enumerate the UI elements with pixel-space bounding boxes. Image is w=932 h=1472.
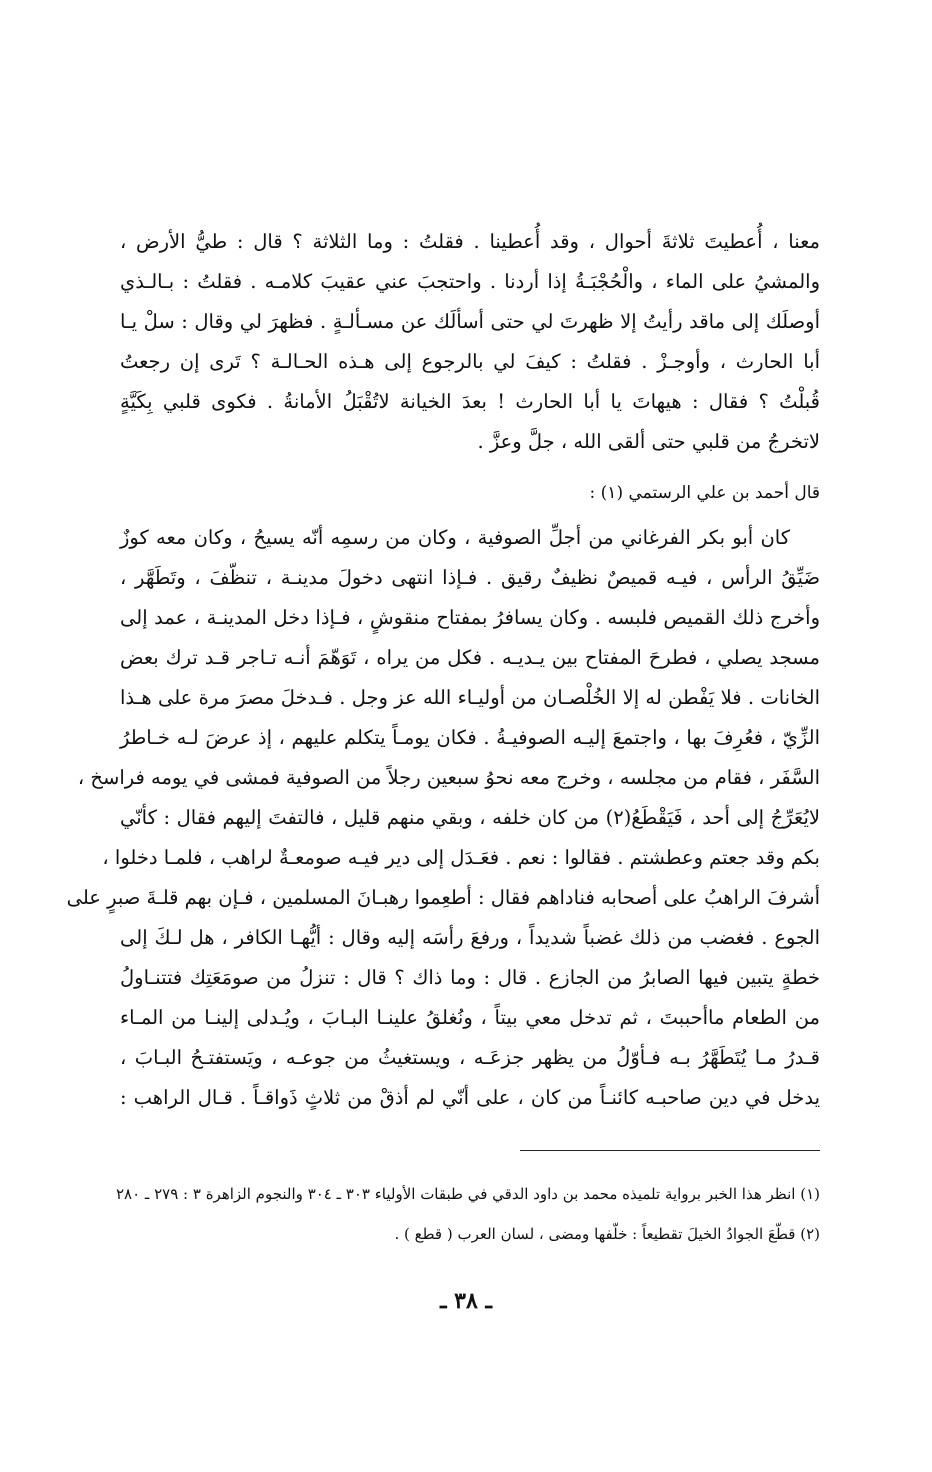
page-number: ـ ٣٨ ـ — [440, 1288, 492, 1314]
text-line: ضَيِّقُ الرأس ، فيـه قميصٌ نظيفٌ رقيق . فـإذا انتهى دخولَ مدينـة ، تنظّفَ ، وتَطَهَّر ، — [120, 566, 820, 589]
text-line: خطةٍ يتبين فيها الصابرُ من الجازع . قال : وما ذاك ؟ قال : تنزلُ من صومَعَتِك فتتنـاولُ — [120, 966, 820, 989]
text-line: قـدرُ مـا يُتَطَهَّرُ بـه فـأوّلُ من يظهر جزعَـه ، ويستغيثُ من جوعـه ، ويَستفتـحُ البـابَ ، — [120, 1046, 820, 1069]
text-line: الجوع . فغضب من ذلك غضباً شديداً ، ورفعَ رأسَه إليه وقال : أيُّهـا الكافر ، هل لـكَ إلى — [120, 926, 820, 949]
text-line: الخانات . فلا يَفْطن له إلا الخُلْصـان من أوليـاء الله عز وجل . فـدخلَ مصرَ مرة على هـذا — [120, 686, 820, 709]
text-line: بكم وقد جعتم وعطشتم . فقالوا : نعم . فعَـدَل إلى دير فيـه صومعـةٌ لراهب ، فلمـا دخلوا ، — [102, 846, 820, 869]
paragraph-1 — [120, 222, 820, 462]
text-line: لاتخرجُ من قلبي حتى ألقى الله ، جلَّ وعزَّ . — [477, 430, 820, 453]
text-line: يدخل في دين صاحبـه كائنـاً من كان ، على أنّي لم أذقْ من ثلاثٍ ذَواقـاً . قـال الراهب : — [120, 1086, 820, 1109]
text-line: لايُعَرِّجُ إلى أحد ، فَيَقْطَعُ(٢) من كان خلفه ، وبقي منهم قليل ، فالتفتَ إليهم فقال : كأنّي — [120, 806, 820, 829]
footnote-2: (٢) قطّعَ الجوادُ الخيلَ تقطيعاً : خلّفها ومضى ، لسان العرب ( قطع ) . — [394, 1225, 820, 1243]
text-line: قُبلْتُ ؟ فقال : هيهاتَ يا أبا الحارث ! بعدَ الخيانة لاتُقْبَلُ الأمانةُ . فكوى قلبي بِكَيَّةٍ — [120, 390, 820, 413]
text-line: السَّفَر ، فقام من مجلسه ، وخرج معه نحوُ سبعين رجلاً من الصوفية فمشى في يومه فراسخ ، — [77, 766, 820, 789]
text-line: مسجد يصلي ، فطرحَ المفتاح بين يـديـه . فكل من يراه ، تَوَهّمَ أنـه تـاجر قـد ترك بعض — [120, 646, 820, 669]
text-line: والمشيُ على الماء ، والْحُجْبَـةُ إذا أردنا . واحتجبَ عني عقيبَ كلامـه . فقلتُ : بـالـذي — [120, 270, 820, 293]
text-line: أبا الحارث ، وأوجـزْ . فقلتُ : كيفَ لي بالرجوع إلى هـذه الحـالـة ؟ تَرى إن رجعتُ — [120, 350, 820, 373]
text-line: أوصلَك إلى ماقد رأيتُ إلا ظهرتَ لي حتى أسألَك عن مسـألـةٍ . فظهرَ لي وقال : سلْ يـا — [120, 310, 820, 333]
footnote-1: (١) انظر هذا الخبر برواية تلميذه محمد بن داود الدقي في طبقات الأولياء ٣٠٣ ـ ٣٠٤ والنجوم الزاهرة ٣ : ٢٧٩ ـ ٢٨٠ — [115, 1185, 820, 1203]
text-line: من الطعام ماأحببتَ ، ثم تدخل معي بيتاً ، ونُغلقُ علينـا البـابَ ، ويُـدلى إلينـا من المـاء — [120, 1006, 820, 1029]
text-line: كان أبو بكر الفرغاني من أجلِّ الصوفية ، وكان من رسمِه أنّه يسيحُ ، وكان معه كوزٌ — [120, 526, 790, 549]
text-line: وأخرج ذلك القميص فلبسه . وكان يسافرُ بمفتاح منقوشٍ ، فـإذا دخل المدينـة ، عمد إلى — [120, 606, 820, 629]
narrator-heading: قال أحمد بن علي الرستمي (١) : — [589, 483, 820, 503]
text-line: معنا ، أُعطيتَ ثلاثةَ أحوال ، وقد أُعطينا . فقلتُ : وما الثلاثة ؟ قال : طيُّ الأرض ، — [120, 230, 820, 253]
text-line: أشرفَ الراهبُ على أصحابه فناداهم فقال : أطعِموا رهبـانَ المسلمين ، فـإن بهم قلـةَ صبرٍ على — [66, 886, 820, 909]
footnote-divider — [520, 1150, 820, 1151]
text-line: الزِّيّ ، فعُرِفَ بها ، واجتمعَ إليـه الصوفيـةُ . فكان يومـاً يتكلم عليهم ، إذ عرضَ لـه خـاطرُ — [120, 726, 820, 749]
paragraph-2 — [66, 518, 820, 1118]
footnotes — [115, 1178, 820, 1258]
